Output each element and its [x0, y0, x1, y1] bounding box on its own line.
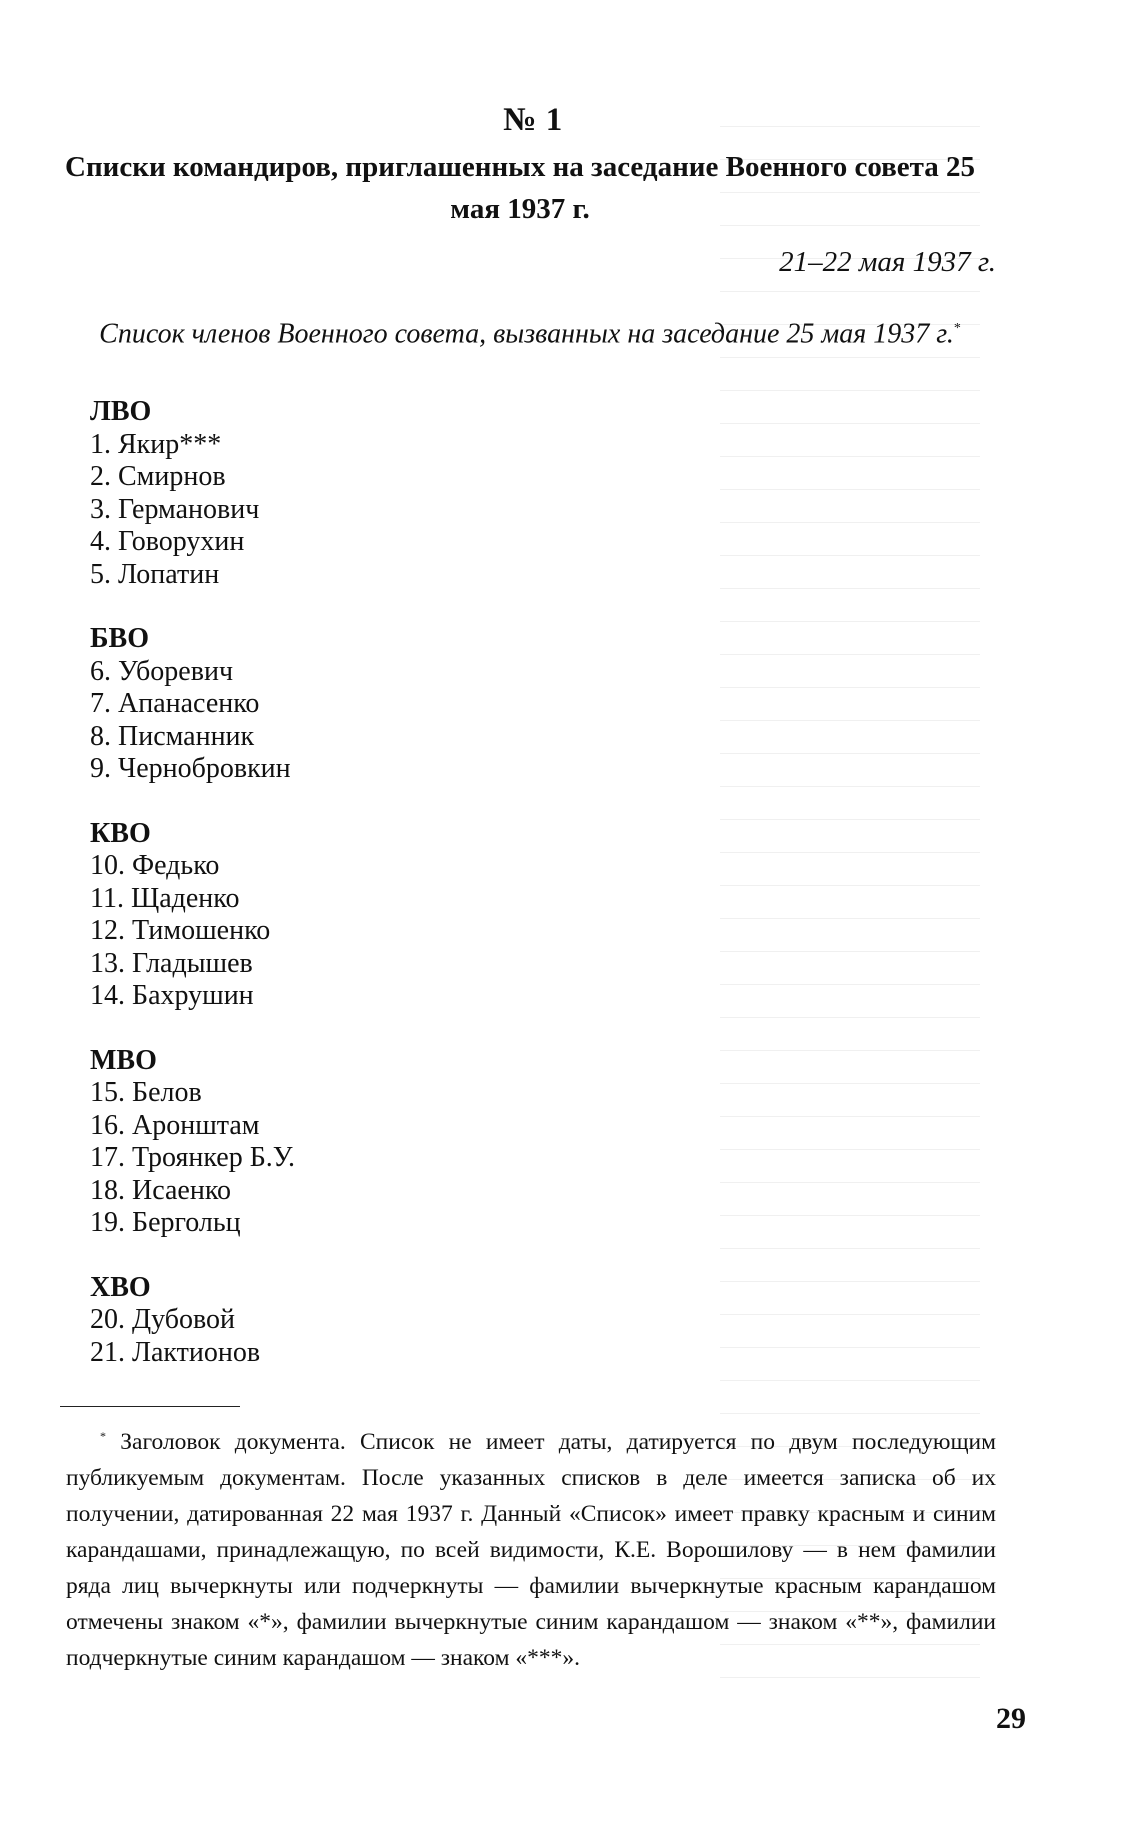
person-entry: 15. Белов: [90, 1077, 202, 1108]
person-entry: 6. Уборевич: [90, 655, 234, 687]
list-heading: [80, 310, 980, 353]
person-entry: 1. Якир***: [90, 428, 222, 460]
district-name: ЛВО: [90, 396, 152, 427]
person-entry: 21. Лактионов: [90, 1336, 261, 1368]
document-date: 21–22 мая 1937 г.: [779, 246, 996, 278]
district-name: МВО: [90, 1044, 157, 1076]
district-block: [90, 396, 690, 591]
person-entry: 9. Чернобровкин: [90, 753, 291, 784]
footnote-mark: *: [100, 1429, 106, 1443]
person-entry: 17. Троянкер Б.У.: [90, 1142, 296, 1173]
person-entry: 14. Бахрушин: [90, 980, 254, 1011]
footnote-divider: [60, 1406, 240, 1407]
person-entry: 13. Гладышев: [90, 947, 253, 979]
person-entry: 11. Щаденко: [90, 882, 240, 914]
person-entry: 12. Тимошенко: [90, 915, 271, 946]
district-block: [90, 1045, 690, 1240]
footnote-text: Заголовок документа. Список не имеет даты, датируется по двум последующим публикуемым документам. После указанных списков в деле имеется записка об их получении, датированная 22 мая 1937 г. Данный «Список» имеет правку красным и синим карандашами, принадлежащую, по всей видимости, К.Е. Ворошилову — в нем фамилии ряда лиц вычеркнуты или подчеркнуты — фамилии вычеркнутые красным карандашом отмечены знаком «*», фамилии вычеркнутые синим карандашом — знаком «**», фамилии подчеркнутые синим карандашом — знаком «***».: [66, 1428, 996, 1671]
person-entry: 4. Говорухин: [90, 526, 245, 557]
footnote: [66, 1418, 996, 1676]
district-name: ХВО: [90, 1271, 151, 1303]
district-block: [90, 1272, 690, 1370]
district-name: КВО: [90, 817, 151, 849]
list-heading-footnote-mark: *: [953, 321, 961, 336]
person-entry: 2. Смирнов: [90, 461, 226, 492]
person-entry: 8. Писманник: [90, 720, 255, 752]
districts-list: [90, 396, 690, 1401]
person-entry: 3. Германович: [90, 493, 260, 525]
person-entry: 5. Лопатин: [90, 558, 220, 590]
document-number: № 1: [503, 102, 563, 138]
district-block: [90, 818, 690, 1013]
person-entry: 7. Апанасенко: [90, 688, 260, 719]
person-entry: 10. Федько: [90, 850, 220, 881]
person-entry: 19. Бергольц: [90, 1207, 241, 1238]
list-heading-text: Список членов Военного совета, вызванных на заседание 25 мая 1937 г.: [99, 318, 954, 350]
person-entry: 18. Исаенко: [90, 1174, 232, 1206]
district-name: БВО: [90, 623, 149, 654]
person-entry: 20. Дубовой: [90, 1304, 235, 1335]
page-number: 29: [996, 1702, 1026, 1735]
district-block: [90, 623, 690, 786]
person-entry: 16. Аронштам: [90, 1109, 260, 1141]
document-title: Списки командиров, приглашенных на заседание Военного совета 25 мая 1937 г.: [65, 151, 975, 225]
